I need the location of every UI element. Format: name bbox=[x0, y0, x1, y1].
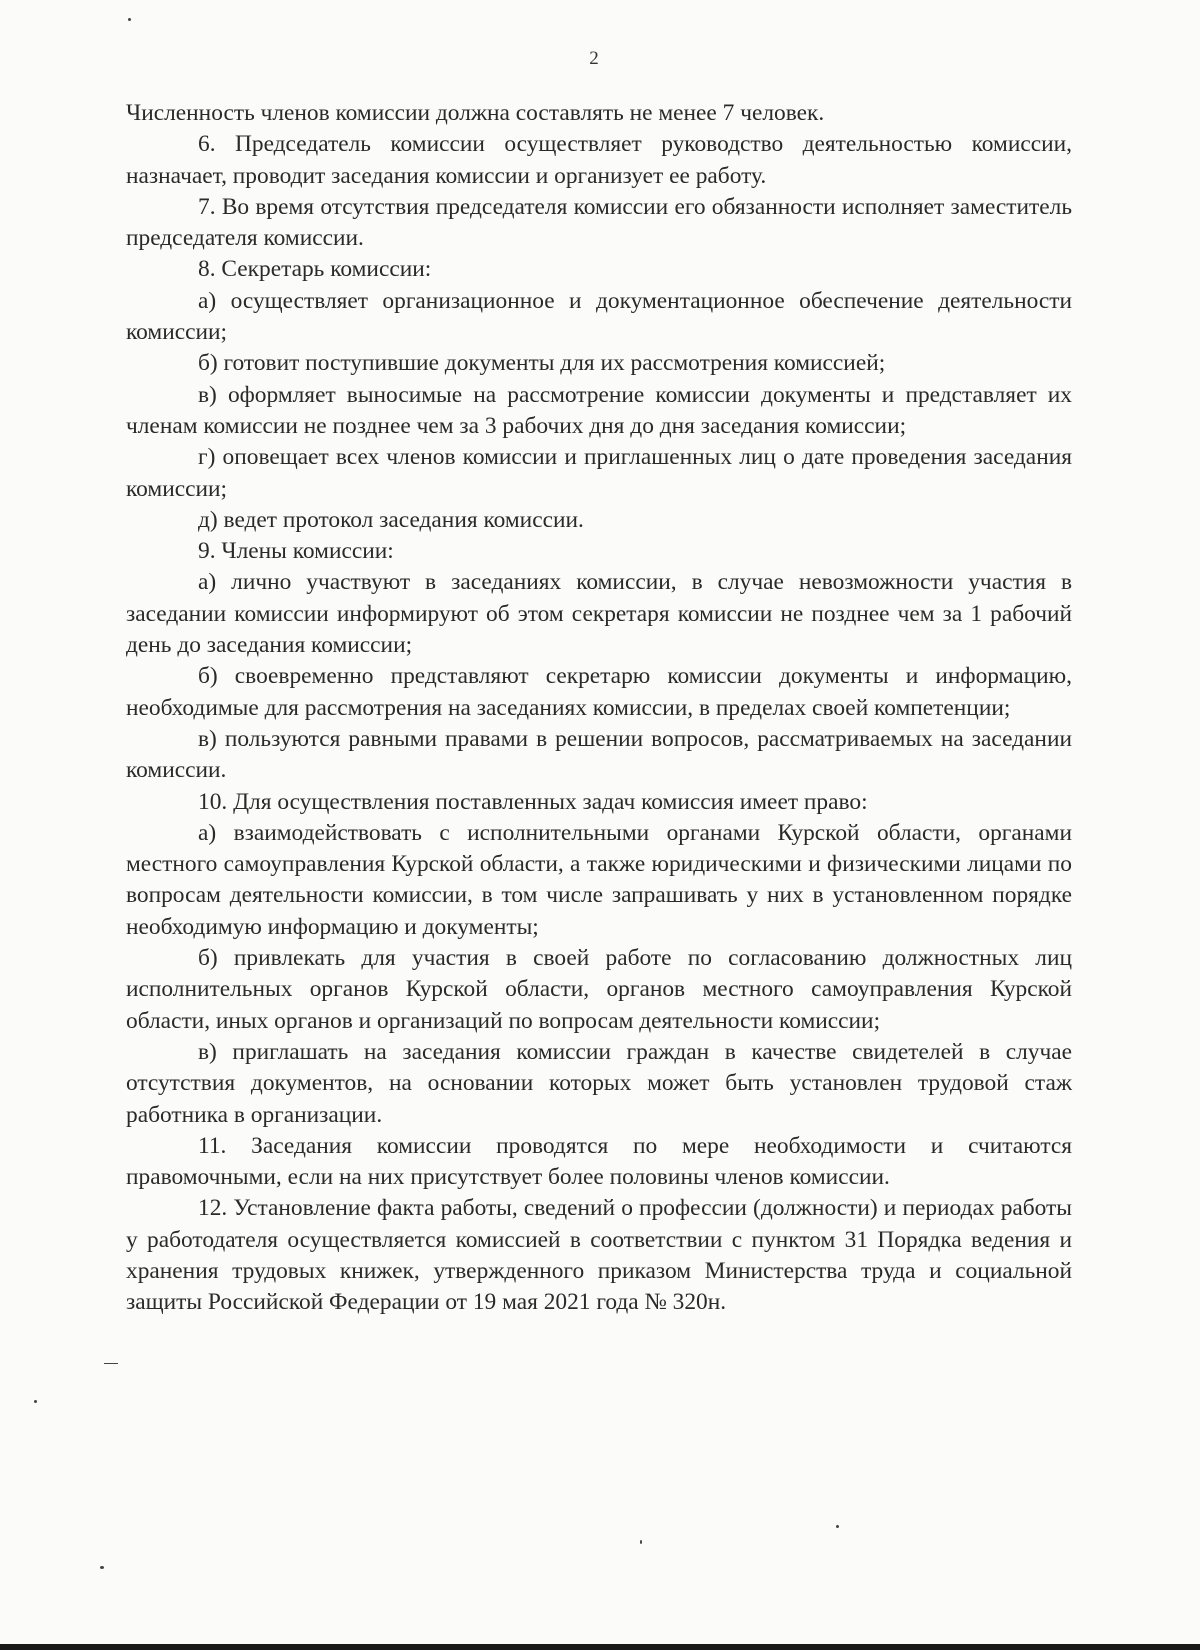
paragraph: а) осуществляет организационное и документационное обеспечение деятельности комиссии; bbox=[126, 287, 1072, 346]
paragraph: 8. Секретарь комиссии: bbox=[198, 256, 432, 283]
scan-speck bbox=[34, 1400, 37, 1403]
paragraph: а) лично участвуют в заседаниях комиссии, в случае невозможности участия в заседании комиссии информируют об этом секретаря комиссии не позднее чем за 1 рабочий день до заседания комиссии; bbox=[126, 569, 1072, 659]
paragraph: 12. Установление факта работы, сведений о профессии (должности) и периодах работы у работодателя осуществляется комиссией в соответствии с пунктом 31 Порядка ведения и хранения трудовых книжек, утвержденного приказом Министерства труда и социальной защиты Российской Федерации от 19 мая 2021 года № 320н. bbox=[126, 1195, 1072, 1316]
paragraph: 11. Заседания комиссии проводятся по мере необходимости и считаются правомочными, если на них присутствует более половины членов комиссии. bbox=[126, 1132, 1072, 1191]
paragraph: в) оформляет выносимые на рассмотрение комиссии документы и представляет их членам комиссии не позднее чем за 3 рабочих дня до дня заседания комиссии; bbox=[126, 381, 1072, 439]
scan-speck bbox=[104, 1363, 118, 1364]
paragraph: 9. Члены комиссии: bbox=[198, 538, 394, 565]
paragraph: г) оповещает всех членов комиссии и приглашенных лиц о дате проведения заседания комиссии; bbox=[126, 444, 1072, 502]
scan-speck bbox=[836, 1525, 839, 1528]
paragraph: 6. Председатель комиссии осуществляет руководство деятельностью комиссии, назначает, проводит заседания комиссии и организует ее работу. bbox=[126, 131, 1072, 189]
paragraph: в) пользуются равными правами в решении вопросов, рассматриваемых на заседании комиссии. bbox=[126, 725, 1072, 784]
paragraph: б) своевременно представляют секретарю комиссии документы и информацию, необходимые для рассмотрения на заседаниях комиссии, в пределах своей компетенции; bbox=[126, 663, 1072, 721]
paragraph: а) взаимодействовать с исполнительными органами Курской области, органами местного самоуправления Курской области, а также юридическими и физическими лицами по вопросам деятельности комиссии, в том числе запрашивать у них в установленном порядке необходимую информацию и документы; bbox=[126, 819, 1072, 940]
page-number: 2 bbox=[589, 48, 599, 69]
document-body bbox=[126, 98, 1072, 1319]
paragraph: Численность членов комиссии должна составлять не менее 7 человек. bbox=[126, 100, 825, 126]
paragraph: б) привлекать для участия в своей работе по согласованию должностных лиц исполнительных органов Курской области, органов местного самоуправления Курской области, иных органов и организаций по вопросам деятельности комиссии; bbox=[126, 945, 1072, 1034]
paragraph: в) приглашать на заседания комиссии граждан в качестве свидетелей в случае отсутствия документов, на основании которых может быть установлен трудовой стаж работника в организации. bbox=[126, 1038, 1072, 1128]
paragraph: 7. Во время отсутствия председателя комиссии его обязанности исполняет заместитель председателя комиссии. bbox=[126, 193, 1072, 252]
paragraph: б) готовит поступившие документы для их рассмотрения комиссией; bbox=[198, 350, 886, 377]
scan-speck bbox=[100, 1566, 104, 1569]
scan-speck bbox=[640, 1540, 642, 1544]
scan-speck bbox=[128, 18, 131, 21]
paragraph: д) ведет протокол заседания комиссии. bbox=[198, 506, 584, 533]
paragraph: 10. Для осуществления поставленных задач комиссия имеет право: bbox=[198, 788, 868, 815]
scan-edge bbox=[0, 1644, 1200, 1650]
